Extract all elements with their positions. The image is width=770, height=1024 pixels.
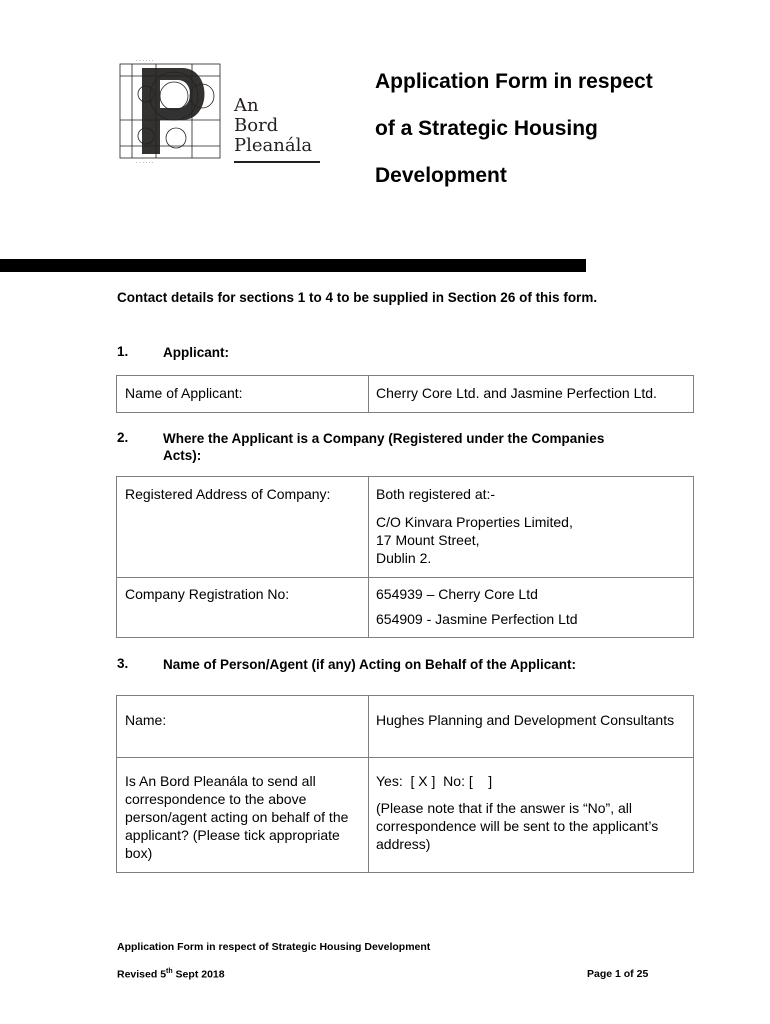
section-3-number: 3.: [117, 656, 129, 671]
logo-emblem-icon: [116, 58, 234, 168]
section-2-heading: Where the Applicant is a Company (Registered under the Companies Acts):: [163, 431, 605, 463]
page-number: Page 1 of 25: [587, 968, 649, 980]
address-line: 17 Mount Street,: [376, 532, 480, 548]
footer-revised: [117, 968, 225, 981]
logo-line: An: [234, 95, 259, 116]
an-bord-pleanala-logo: [116, 58, 326, 168]
correspondence-answer: [369, 758, 694, 873]
intro-text: Contact details for sections 1 to 4 to be supplied in Section 26 of this form.: [117, 290, 598, 305]
registered-address-value: [369, 477, 694, 578]
registered-address-label: Registered Address of Company:: [117, 477, 369, 578]
registration-line: 654939 – Cherry Core Ltd: [376, 586, 538, 602]
correspondence-question: Is An Bord Pleanála to send all correspondence to the above person/agent acting on behalf of the applicant? (Please tick appropriate box): [117, 758, 369, 873]
logo-line: Bord: [234, 115, 279, 136]
form-title: [375, 58, 715, 199]
applicant-table: [116, 375, 694, 413]
agent-table: [116, 695, 694, 873]
svg-text:· · · · · ·: · · · · · ·: [136, 160, 154, 166]
table-row: [117, 376, 694, 413]
agent-name-label: Name:: [117, 696, 369, 758]
section-3-heading: Name of Person/Agent (if any) Acting on Behalf of the Applicant:: [163, 657, 577, 672]
section-2-number: 2.: [117, 430, 129, 445]
section-1-number: 1.: [117, 344, 129, 359]
address-intro: Both registered at:-: [376, 486, 496, 502]
correspondence-note: (Please note that if the answer is “No”, all correspondence will be sent to the applicant’s address): [376, 800, 659, 852]
applicant-name-label: Name of Applicant:: [117, 376, 369, 413]
logo-line: Pleanála: [234, 135, 313, 156]
table-row: [117, 578, 694, 638]
title-line: Application Form in respect: [375, 70, 653, 93]
logo-wordmark: [234, 96, 312, 156]
title-line: Development: [375, 164, 507, 187]
registration-number-label: Company Registration No:: [117, 578, 369, 638]
table-row: [117, 477, 694, 578]
applicant-name-value: Cherry Core Ltd. and Jasmine Perfection Ltd.: [369, 376, 694, 413]
revised-suffix: Sept 2018: [172, 968, 225, 981]
registration-line: 654909 - Jasmine Perfection Ltd: [376, 611, 578, 627]
header-divider: [0, 259, 586, 272]
table-row: [117, 696, 694, 758]
correspondence-choice: Yes: [ X ] No: [ ]: [376, 773, 493, 789]
address-line: Dublin 2.: [376, 550, 432, 566]
agent-name-value: Hughes Planning and Development Consultants: [369, 696, 694, 758]
address-line: C/O Kinvara Properties Limited,: [376, 514, 573, 530]
title-line: of a Strategic Housing: [375, 117, 598, 140]
table-row: [117, 758, 694, 873]
section-1-heading: Applicant:: [163, 345, 229, 360]
revised-sup: th: [166, 968, 173, 975]
footer-title: Application Form in respect of Strategic Housing Development: [117, 941, 431, 953]
logo-underline: [234, 161, 320, 163]
registration-number-value: [369, 578, 694, 638]
svg-text:· · · · · ·: · · · · · ·: [136, 58, 154, 64]
revised-prefix: Revised 5: [117, 968, 167, 981]
company-table: [116, 476, 694, 638]
